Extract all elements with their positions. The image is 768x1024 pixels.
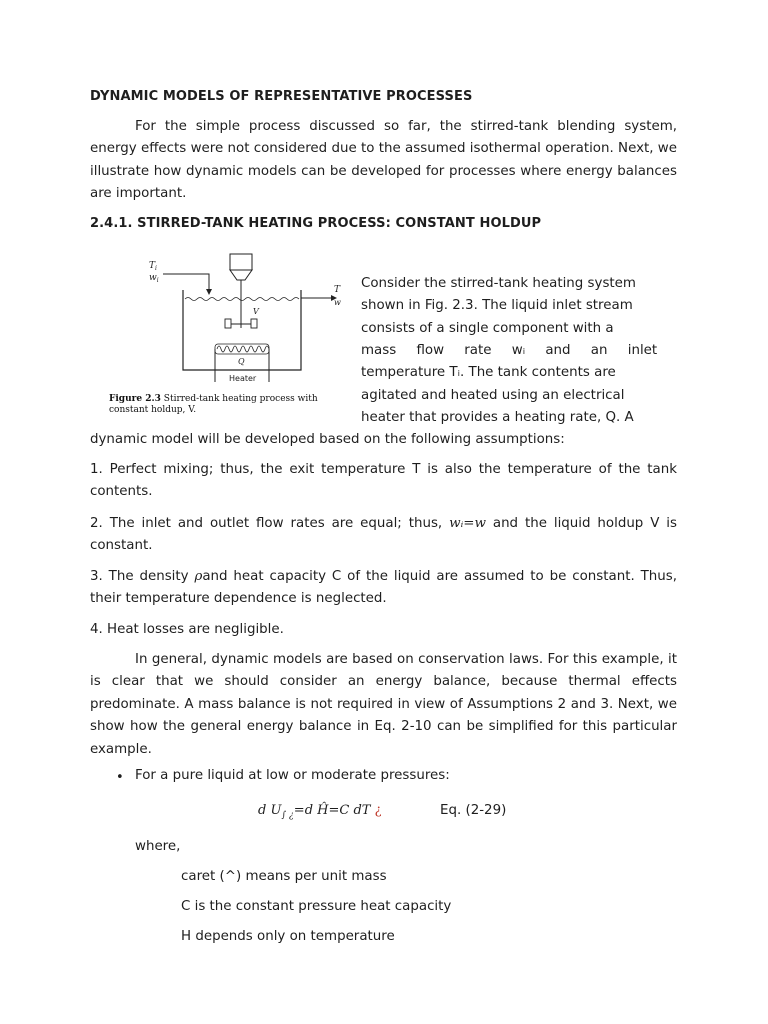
equation-rest: =d Ĥ=C dT [293, 803, 371, 818]
inlet-arrowhead [206, 289, 212, 295]
inlet-pipe [163, 274, 209, 292]
side-text-line-4: mass flow rate wᵢ and an inlet [361, 343, 658, 358]
svg-text:wi [149, 273, 159, 284]
figure-caption [109, 394, 354, 416]
side-text-line-5: temperature Tᵢ. The tank contents are [361, 365, 616, 380]
stirred-tank-diagram [105, 252, 350, 392]
side-text-continuation: dynamic model will be developed based on the following assumptions: [90, 432, 565, 447]
impeller-blade-left [225, 319, 231, 328]
figure-caption-text: Stirred-tank heating process with constant holdup, V. [109, 394, 318, 415]
side-text-line-3: consists of a single component with a [361, 321, 614, 336]
assumption-1: 1. Perfect mixing; thus, the exit temperature T is also the temperature of the tank contents. [90, 462, 677, 500]
side-text-line-7: heater that provides a heating rate, Q. A [361, 410, 634, 425]
label-t-out: T [334, 285, 341, 295]
equation-tail: ¿ [374, 803, 382, 818]
definition-heat-capacity: C is the constant pressure heat capacity [181, 899, 452, 914]
bullet-text: For a pure liquid at low or moderate pressures: [135, 768, 450, 783]
label-wi: w [149, 273, 157, 283]
figure-caption-label: Figure 2.3 [109, 394, 161, 404]
impeller-blade-right [251, 319, 257, 328]
assumption-2-text-a: 2. The inlet and outlet flow rates are equal; thus, [90, 516, 450, 531]
equation-sub: ∫ ¿ [281, 810, 294, 821]
label-ti: T [149, 261, 156, 271]
assumption-2 [90, 513, 677, 558]
figure-stirred-tank [105, 252, 350, 422]
liquid-level [185, 298, 299, 301]
equation-main: d U [258, 803, 282, 818]
label-wi-sub: i [156, 277, 159, 284]
definition-enthalpy: H depends only on temperature [181, 929, 395, 944]
definition-caret: caret (^) means per unit mass [181, 869, 387, 884]
heater-coil [217, 346, 269, 352]
section-heading: 2.4.1. STIRRED-TANK HEATING PROCESS: CONSTANT HOLDUP [90, 216, 542, 231]
motor-cone [230, 270, 252, 280]
motor-box [230, 254, 252, 270]
label-w-out: w [334, 298, 341, 307]
general-paragraph: In general, dynamic models are based on conservation laws. For this example, it is clear that we should consider an energy balance, because thermal effects predominate. A mass balance is not required in view of Assumptions 2 and 3. Next, we show how the general energy balance in Eq. 2-10 can be simplified for this particular example. [90, 652, 677, 757]
assumption-3-text-b: and heat capacity C of the liquid are assumed to be constant. Thus, their temperature dependence is neglected. [90, 569, 677, 607]
equation-label: Eq. (2-29) [440, 803, 507, 818]
label-heater: Heater [229, 374, 257, 383]
assumption-2-text-b: and the liquid holdup V is constant. [90, 516, 677, 554]
equation-2-29 [258, 803, 382, 821]
label-q: Q [238, 357, 245, 366]
label-ti-sub: i [155, 265, 157, 272]
intro-paragraph: For the simple process discussed so far, the stirred-tank blending system, energy effects were not considered due to the assumed isothermal operation. Next, we illustrate how dynamic models can be developed for processes where energy balances are important. [90, 119, 677, 202]
bullet-marker: • [116, 770, 124, 785]
label-v: V [253, 307, 259, 316]
assumption-3 [90, 566, 677, 611]
side-text-line-2: shown in Fig. 2.3. The liquid inlet stream [361, 298, 633, 313]
svg-text:Ti [149, 261, 157, 272]
assumption-3-math: ρ [194, 569, 203, 584]
assumption-4: 4. Heat losses are negligible. [90, 622, 284, 637]
where-label: where, [135, 839, 181, 854]
side-text-line-1: Consider the stirred-tank heating system [361, 276, 636, 291]
assumption-3-text-a: 3. The density [90, 569, 195, 584]
side-text-line-6: agitated and heated using an electrical [361, 388, 625, 403]
assumption-2-math: wᵢ=w [449, 516, 486, 531]
page-title: DYNAMIC MODELS OF REPRESENTATIVE PROCESSES [90, 89, 473, 104]
